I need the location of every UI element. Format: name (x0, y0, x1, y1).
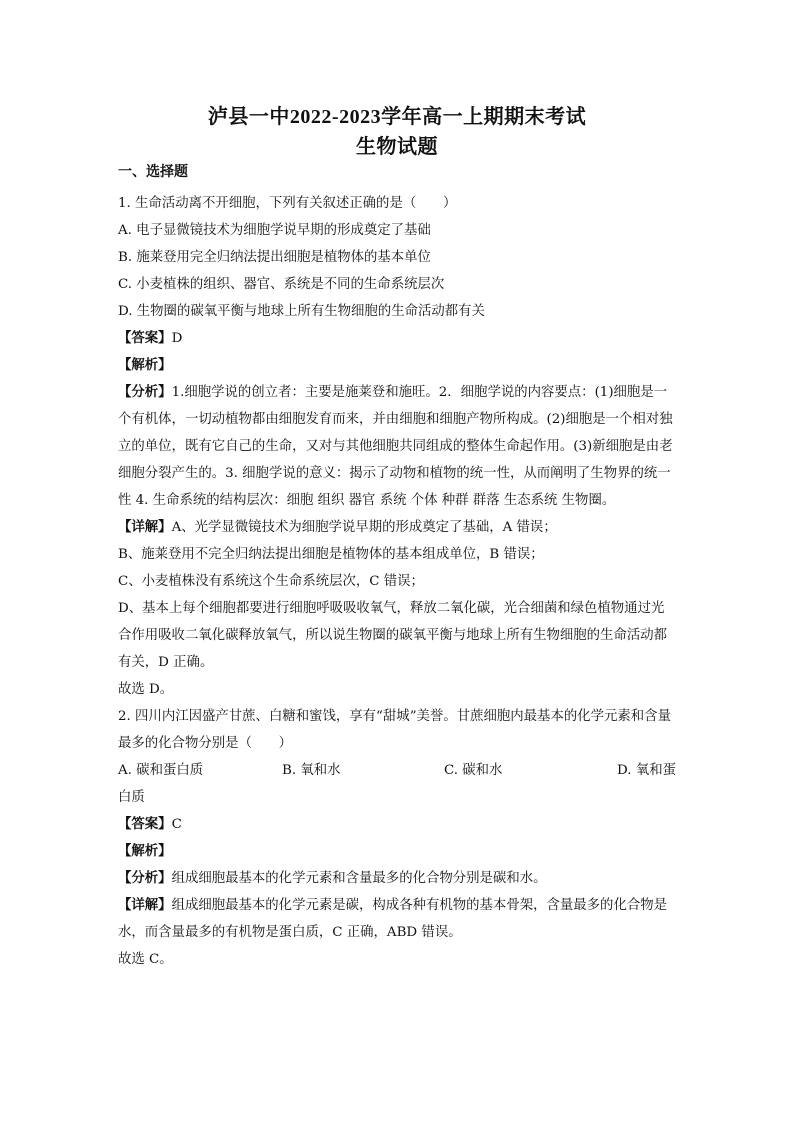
question-2-fenxi (118, 865, 676, 892)
fenxi-label: 【分析】 (118, 384, 172, 400)
detail-label: 【详解】 (118, 897, 172, 913)
fenxi-text: 1.细胞学说的创立者：主要是施莱登和施旺。2．细胞学说的内容要点：(1)细胞是一个有机体，一切动植物都由细胞发育而来，并由细胞和细胞产物所构成。(2)细胞是一个相对独立的单位，既有它自己的生命，又对与其他细胞共同组成的整体生命起作用。(3)新细胞是由老细胞分裂产生的。3. 细胞学说的意义：揭示了动物和植物的统一性，从而阐明了生物界的统一性 4. 生命系统的结构层次：细胞 组织 器官 系统 个体 种群 群落 生态系统 生物圈。 (118, 385, 673, 508)
question-1-detail-d: D、基本上每个细胞都要进行细胞呼吸吸收氧气，释放二氧化碳，光合细菌和绿色植物通过光合作用吸收二氧化碳释放氧气，所以说生物圈的碳氧平衡与地球上所有生物细胞的生命活动都有关，D 正确。 (118, 601, 668, 670)
detail-text: 组成细胞最基本的化学元素是碳，构成各种有机物的基本骨架，含量最多的化合物是水，而含量最多的有机物是蛋白质，C 正确，ABD 错误。 (118, 898, 668, 940)
answer-label: 【答案】 (118, 816, 172, 832)
question-2-stem: 2. 四川内江因盛产甘蔗、白糖和蜜饯，享有“甜城”美誉。甘蔗细胞内最基本的化学元素和含量最多的化合物分别是（ ） (118, 709, 671, 751)
exam-title: 泸县一中2022-2023学年高一上期期末考试 (207, 106, 587, 128)
detail-label: 【详解】 (118, 519, 172, 535)
question-1-analysis-label (118, 352, 676, 379)
question-2-option-d-wrap: 白质 (118, 790, 145, 805)
answer-label: 【答案】 (118, 330, 172, 346)
analysis-label: 【解析】 (118, 357, 172, 373)
question-1-fenxi (118, 379, 676, 514)
question-content (118, 190, 676, 973)
question-1-option-a: A. 电子显微镜技术为细胞学说早期的形成奠定了基础 (118, 223, 431, 238)
question-1-answer (118, 325, 676, 352)
question-2-option-b: B. 氧和水 (282, 763, 341, 778)
question-1-detail-b: B、施莱登用不完全归纳法提出细胞是植物体的基本组成单位，B 错误； (118, 547, 544, 562)
analysis-label: 【解析】 (118, 843, 172, 859)
question-1-option-d: D. 生物圈的碳氧平衡与地球上所有生物细胞的生命活动都有关 (118, 304, 485, 319)
question-1-option-b: B. 施莱登用完全归纳法提出细胞是植物体的基本单位 (118, 250, 431, 265)
section-heading: 一、选择题 (118, 164, 188, 180)
question-2-option-a: A. 碳和蛋白质 (118, 763, 204, 778)
fenxi-label: 【分析】 (118, 870, 172, 886)
question-1-detail-a (118, 514, 676, 541)
question-1-conclusion: 故选 D。 (118, 682, 174, 697)
question-1-stem: 1. 生命活动离不开细胞，下列有关叙述正确的是（ ） (118, 196, 457, 211)
detail-text: A、光学显微镜技术为细胞学说早期的形成奠定了基础，A 错误； (171, 520, 557, 535)
question-1-detail-c: C、小麦植株没有系统这个生命系统层次，C 错误； (118, 574, 424, 589)
answer-value: D (171, 331, 183, 346)
answer-value: C (171, 817, 182, 832)
question-2-options (118, 757, 676, 784)
question-2-option-c: C. 碳和水 (444, 763, 503, 778)
question-2-answer (118, 811, 676, 838)
question-2-detail (118, 892, 676, 946)
fenxi-text: 组成细胞最基本的化学元素和含量最多的化合物分别是碳和水。 (171, 871, 547, 886)
question-2-option-d: D. 氧和蛋 (617, 763, 676, 778)
question-2-conclusion: 故选 C。 (118, 952, 173, 967)
question-1-option-c: C. 小麦植株的组织、器官、系统是不同的生命系统层次 (118, 277, 445, 292)
exam-subject-title: 生物试题 (356, 136, 438, 158)
question-2-analysis-label (118, 838, 676, 865)
